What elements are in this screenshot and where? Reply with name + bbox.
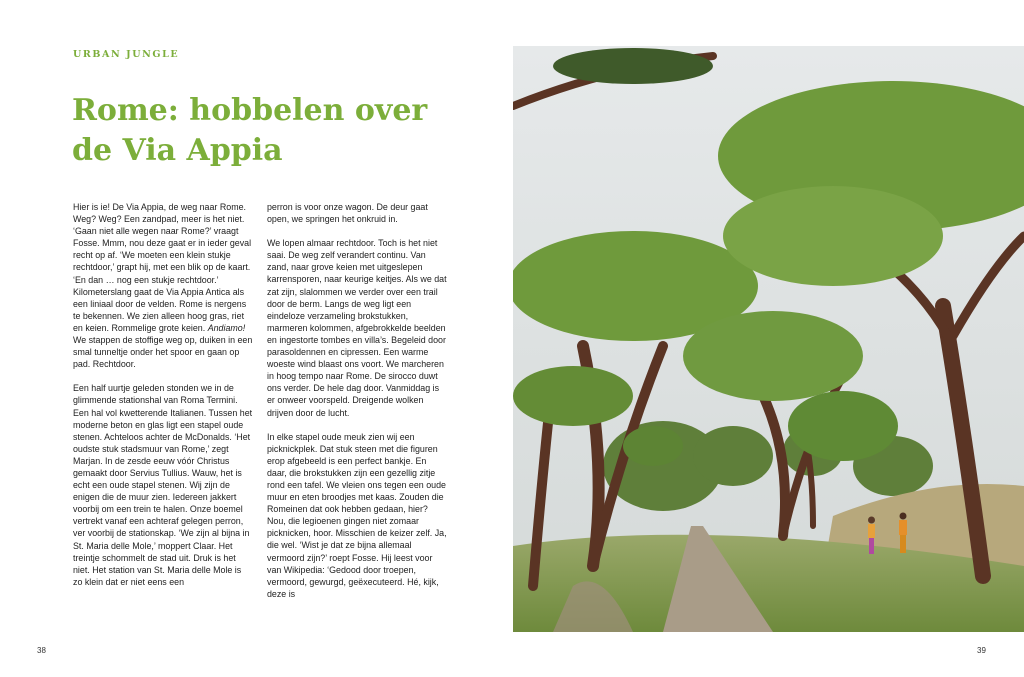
page-number-right: 39 bbox=[977, 646, 986, 655]
text-column-left bbox=[73, 201, 253, 600]
title-line-2: de Via Appia bbox=[72, 133, 283, 168]
paragraph-emphasis: Andiamo! bbox=[207, 322, 246, 333]
photo-illustration bbox=[513, 46, 1024, 632]
text-column-right bbox=[267, 201, 447, 612]
title-line-1: Rome: hobbelen over bbox=[72, 93, 428, 128]
paragraph: We lopen almaar rechtdoor. Toch is het niet saai. De weg zelf verandert continu. Van zand, naar grove keien met uitgeslepen karrensporen, naar keurige keitjes. Als we dat zat zijn, slalommen we verder over een trail door de berm. Langs de weg ligt een eindeloze verzameling brokstukken, marmeren kolommen, afgebrokkelde beelden en ingestorte tombes en villa’s. Begeleid door parasoldennen en cipressen. Een warme woeste wind blaast ons voort. We marcheren in hoog tempo naar Rome. De sirocco duwt ons verder. De hele dag door. Vanmiddag is er onweer voorspeld. Dreigende wolken drijven door de lucht. bbox=[267, 238, 447, 418]
section-kicker: URBAN JUNGLE bbox=[73, 49, 180, 60]
paragraph: perron is voor onze wagon. De deur gaat open, we springen het onkruid in. bbox=[267, 202, 428, 225]
paragraph bbox=[73, 201, 253, 370]
paragraph-text: We stappen de stoffige weg op, duiken in een smal tunneltje onder het spoor en gaan op pad. Rechtdoor. bbox=[73, 335, 253, 370]
top-left-branch-foliage bbox=[553, 48, 713, 84]
paragraph-text: Hier is ie! De Via Appia, de weg naar Rome. Weg? Weg? Een zandpad, meer is het niet. ‘Gaan niet alle wegen naar Rome?’ vraagt Fosse. Mmm, nou deze gaat er in ieder geval recht op af. ‘We moeten een klein stukje rechtdoor,’ grapt hij, met een blik op de kaart. ‘En dan … nog een stukje rechtdoor.’ Kilometerslang gaat de Via Appia Antica als een liniaal door de velden. Rome is nergens te bekennen. We zien alleen hoog gras, riet en keien. Rommelige grote keien. bbox=[73, 202, 252, 333]
article-title bbox=[72, 91, 492, 171]
paragraph: In elke stapel oude meuk zien wij een picknickplek. Dat stuk steen met die figuren erop afgebeeld is een perfect bankje. En daar, die brokstukken zijn een gezellig zitje rond een tafel. We vleien ons tegen een oude muur en eten broodjes met kaas. Zouden die Romeinen dat ook hebben gedaan, hier? Nou, die legioenen gingen niet zomaar picknicken, hoor. Misschien de keizer zelf. Ja, die wel. ‘Wist je dat ze bijna allemaal vermoord zijn?’ roept Fosse. Hij leest voor van Wikipedia: ‘Gedood door troepen, vermoord, gewurgd, geëxecuteerd. Hé, kijk, deze is bbox=[267, 431, 447, 599]
page-number-left: 38 bbox=[37, 646, 46, 655]
photo-via-appia bbox=[513, 46, 1024, 632]
paragraph: Een half uurtje geleden stonden we in de glimmende stationshal van Roma Termini. Een hal vol kwetterende Italianen. Tussen het moderne beton en glas ligt een stapel oude stenen. Achteloos achter de McDonalds. ‘Het oudste stuk stadsmuur van Rome,’ zegt Marjan. In de zesde eeuw vóór Christus gemaakt door Servius Tullius. Wauw, het is echt een oude stapel stenen. Wij zijn de enigen die de muur zien. Iedereen jakkert voorbij om een trein te halen. Onze boemel vertrekt vanaf een achteraf gelegen perron, ver voorbij de stationskap. ‘We zijn al bijna in St. Maria delle Mole,’ moppert Claar. Het treintje schommelt de stad uit. Druk is het niet. Het station van St. Maria delle Mole is zo klein dat er niet eens een bbox=[73, 383, 253, 587]
